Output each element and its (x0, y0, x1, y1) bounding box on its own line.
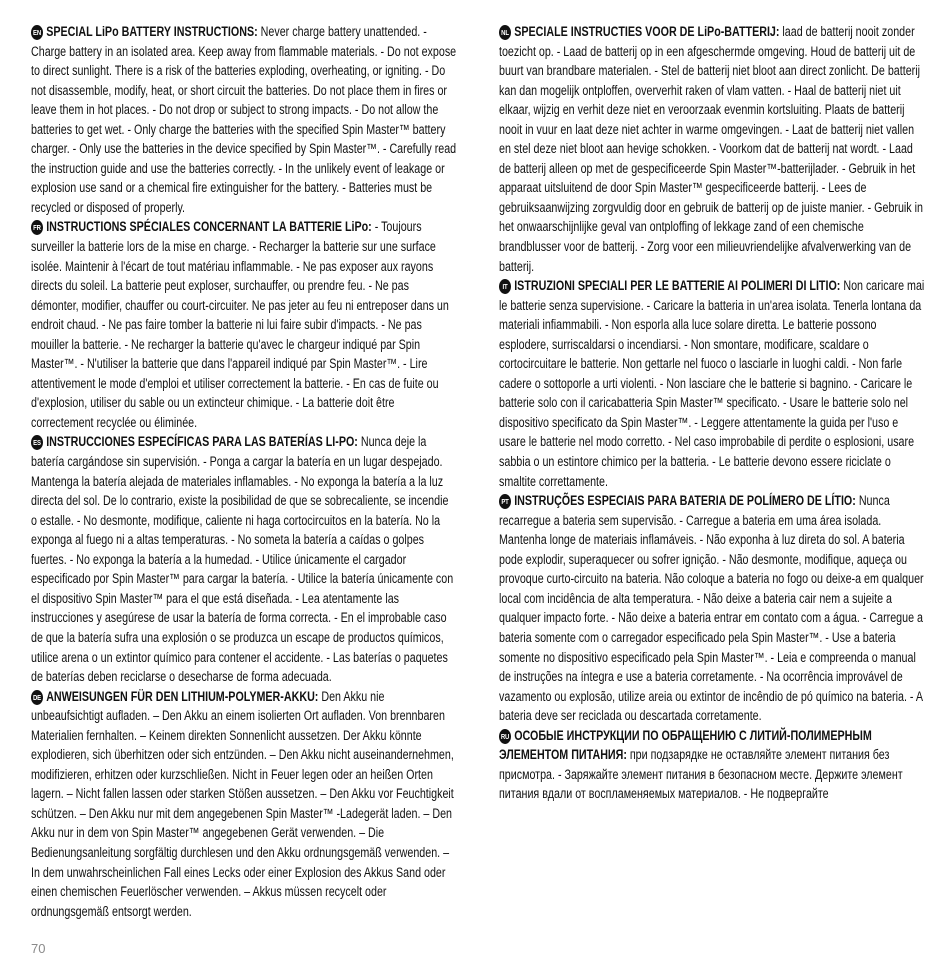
section-body: Never charge battery unattended. - Charge battery in an isolated area. Keep away from flammable materials. - Do not expose to direct sunlight. There is a risk of the batteries exploding, overheating, or igniting. - Do not disassemble, modify, heat, or short circuit the batteries. Do not place them in fires or leave them in hot places. - Do not drop or subject to strong impacts. - Do not allow the batteries to get wet. - Only charge the batteries with the specified Spin Master™ battery charger. - Only use the batteries in the device specified by Spin Master™. - Carefully read the instruction guide and use the batteries correctly. - In the unlikely event of leakage or explosion use sand or a chemical fire extinguisher for the battery. - Batteries must be recycled or disposed of properly. (31, 24, 457, 215)
right-column (499, 22, 925, 804)
section-de (31, 687, 457, 922)
section-body: при подзарядке не оставляйте элемент питания без присмотра. - Заряжайте элемент питания в безопасном месте. Держите элемент питания вдали от воспламеняемых материалов. - Не подвергайте (499, 747, 903, 802)
language-badge-pt: PT (499, 494, 511, 509)
section-nl (499, 22, 925, 276)
section-heading: SPECIAL LiPo BATTERY INSTRUCTIONS: (46, 24, 258, 39)
page-number: 70 (31, 941, 46, 956)
section-es (31, 432, 457, 686)
section-body: Non caricare mai le batterie senza supervisione. - Caricare la batteria in un'area isolata. Tenerla lontana da materiali infiammabili. - Non esporla alla luce solare diretta. Le batterie possono esplodere, surriscaldarsi o incendiarsi. - Non smontare, modificare, scaldare o cortocircuitare le batterie. Non gettarle nel fuoco o lasciarle in luoghi caldi. - Non farle cadere o sottoporle a urti violenti. - Non lasciare che le batterie si bagnino. - Caricare le batterie solo con il caricabatteria Spin Master™ specificato. - Usare le batterie solo nel dispositivo specificato da Spin Master™. - Leggere attentamente la guida per l'uso e usare le batterie nel modo corretto. - Nel caso improbabile di perdite o esplosioni, usare sabbia o un estintore chimico per la batteria. - Le batterie devono essere riciclate o smaltite correttamente. (499, 278, 925, 489)
section-heading: ANWEISUNGEN FÜR DEN LITHIUM-POLYMER-AKKU: (46, 688, 319, 704)
language-badge-en: EN (31, 25, 43, 40)
language-badge-es: ES (31, 435, 43, 450)
language-badge-de: DE (31, 690, 43, 705)
section-ru (499, 726, 925, 804)
section-body: Nunca recarregue a bateria sem supervisão. - Carregue a bateria em uma área isolada. Mantenha longe de materiais inflamáveis. - Não exponha à luz direta do sol. A bateria pode explodir, superaquecer ou sofrer ignição. - Não desmonte, modifique, aqueça ou provoque curto-circuito na bateria. Não coloque a bateria no fogo ou deixe-a em qualquer local com incidência de alta temperatura. - Não deixe a bateria cair nem a sujeite a qualquer impacto forte. - Não deixe a bateria entrar em contato com a água. - Carregue a bateria somente com o carregador especificado pela Spin Master™. - Use a bateria somente no dispositivo especificado pela Spin Master™. - Leia e compreenda o manual de instruções na íntegra e use a bateria corretamente. - Na ocorrência improvável de vazamento ou explosão, utilize areia ou extintor de incêndio de pó químico na bateria. - A bateria deve ser reciclada ou descartada corretamente. (499, 493, 924, 724)
section-heading: INSTRUCTIONS SPÉCIALES CONCERNANT LA BATTERIE LiPo: (46, 219, 372, 235)
section-heading: INSTRUÇÕES ESPECIAIS PARA BATERIA DE POLÍMERO DE LÍTIO: (514, 493, 856, 509)
section-heading: ОСОБЫЕ ИНСТРУКЦИИ ПО ОБРАЩЕНИЮ С ЛИТИЙ-ПОЛИМЕРНЫМ ЭЛЕМЕНТОМ ПИТАНИЯ: (499, 727, 872, 763)
section-body: Nunca deje la batería cargándose sin supervisión. - Ponga a cargar la batería en un lugar despejado. Mantenga la batería alejada de materiales inflamables. - No exponga la batería a la luz directa del sol. De lo contrario, existe la posibilidad de que se sobrecaliente, se incendie o estalle. - No desmonte, modifique, caliente ni haga cortocircuitos en la batería. No la exponga al fuego ni a altas temperaturas. - No someta la batería a caídas o golpes fuertes. - No exponga la batería a la humedad. - Utilice únicamente el cargador especificado por Spin Master™ para cargar la batería. - Utilice la batería únicamente con el dispositivo Spin Master™ para el que está diseñada. - Lea atentamente las instrucciones y asegúrese de usar la batería de forma correcta. - En el improbable caso de que la batería sufra una explosión o se produzca un escape de productos químicos, utilice arena o un extintor químico para contener el accidente. - Las baterías o paquetes de baterías deben reciclarse o desecharse de forma adecuada. (31, 434, 454, 685)
section-body: Den Akku nie unbeaufsichtigt aufladen. – Den Akku an einem isolierten Ort aufladen. Von brennbaren Materialien fernhalten. – Keinem direkten Sonnenlicht aussetzen. Der Akku könnte explodieren, sich überhitzen oder sich entzünden. – Den Akku nicht auseinandernehmen, modifizieren, erhitzen oder kurzschließen. Nicht in Feuer legen oder an heißen Orten lagern. – Nicht fallen lassen oder starken Stößen aussetzen. – Den Akku vor Feuchtigkeit schützen. – Den Akku nur mit dem angegebenen Spin Master™ -Ladegerät laden. – Den Akku nur in dem von Spin Master™ angegebenen Gerät verwenden. – Die Bedienungsanleitung sorgfältig durchlesen und den Akku ordnungsgemäß verwenden. – In dem unwahrscheinlichen Fall eines Lecks oder einer Explosion des Akkus Sand oder einen chemischen Feuerlöscher verwenden. – Akkus müssen recycelt oder ordnungsgemäß entsorgt werden. (31, 688, 454, 919)
section-fr (31, 217, 457, 432)
language-badge-ru: RU (499, 729, 511, 744)
section-heading: SPECIALE INSTRUCTIES VOOR DE LiPo-BATTERIJ: (514, 24, 780, 39)
section-en (31, 22, 457, 217)
section-body: laad de batterij nooit zonder toezicht op. - Laad de batterij op in een afgeschermde omgeving. Houd de batterij uit de buurt van brandbare materialen. - Stel de batterij niet bloot aan direct zonlicht. De batterij kan dan mogelijk ontploffen, oververhit raken of vlam vatten. - Haal de batterij niet uit elkaar, wijzig en verhit deze niet en veroorzaak evenmin kortsluiting. Plaats de batterij nooit in vuur en laat deze niet achter in warme omgevingen. - Laat de batterij niet vallen en stel deze niet bloot aan hevige schokken. - Voorkom dat de batterij nat wordt. - Laad de batterij alleen op met de gespecificeerde Spin Master™-batterijlader. - Gebruik in het apparaat uitsluitend de door Spin Master™ gespecificeerde batterij. - Lees de gebruiksaanwijzing zorgvuldig door en gebruik de batterij op de juiste manier. - Gebruik in het onwaarschijnlijke geval van ontploffing of lekkage zand of een chemische brandblusser voor de batterij. - Zorg voor een milieuvriendelijke afvalverwerking van de batterij. (499, 24, 923, 274)
section-pt (499, 491, 925, 726)
section-heading: ISTRUZIONI SPECIALI PER LE BATTERIE AI POLIMERI DI LITIO: (514, 278, 841, 294)
language-badge-it: IT (499, 279, 511, 294)
language-badge-nl: NL (499, 25, 511, 40)
section-body: - Toujours surveiller la batterie lors de la mise en charge. - Recharger la batterie sur une surface isolée. Maintenir à l'écart de tout matériau inflammable. - Ne pas exposer aux rayons directs du soleil. La batterie peut exploser, surchauffer, ou prendre feu. - Ne pas démonter, modifier, chauffer ou court-circuiter. Ne pas jeter au feu ni entreposer dans un endroit chaud. - Ne pas faire tomber la batterie ni lui faire subir d'impacts. - Ne pas mouiller la batterie. - Ne recharger la batterie qu'avec le chargeur indiqué par Spin Master™. - N'utiliser la batterie que dans l'appareil indiqué par Spin Master™. - Lire attentivement le mode d'emploi et utiliser correctement la batterie. - En cas de fuite ou d'explosion, utiliser du sable ou un extincteur chimique. - La batterie doit être correctement recyclée ou éliminée. (31, 219, 449, 430)
language-badge-fr: FR (31, 220, 43, 235)
section-heading: INSTRUCCIONES ESPECÍFICAS PARA LAS BATERÍAS LI-PO: (46, 434, 358, 450)
section-it (499, 276, 925, 491)
left-column (31, 22, 457, 921)
